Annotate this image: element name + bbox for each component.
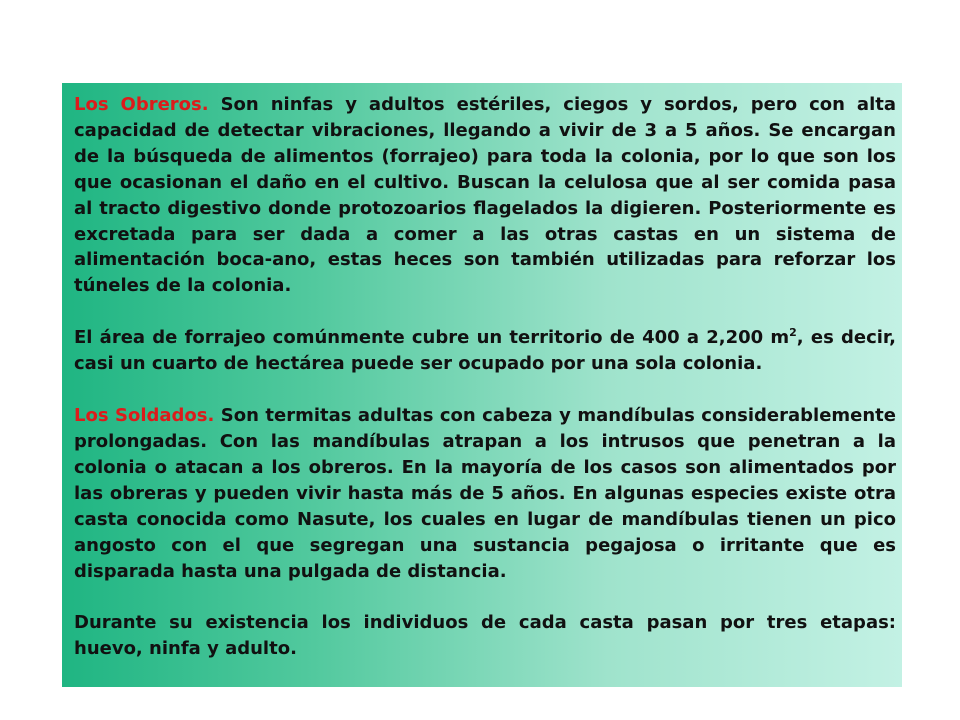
paragraph-spacer [74, 584, 896, 610]
text-etapas: Durante su existencia los individuos de cada casta pasan por tres etapas: huevo, ninfa y adulto. [74, 612, 896, 660]
text-obreros: Son ninfas y adultos estériles, ciegos y sordos, pero con alta capacidad de detectar vibraciones, llegando a vivir de 3 a 5 años. Se encargan de la búsqueda de alimentos (forrajeo) para toda la colonia, por lo que son los que ocasionan el daño en el cultivo. Buscan la celulosa que al ser comida pasa al tracto digestivo donde protozoarios flagelados la digieren. Posteriormente es excretada para ser dada a comer a las otras castas en un sistema de alimentación boca-ano, estas heces son también utilizadas para reforzar los túneles de la colonia. [74, 94, 896, 297]
heading-obreros: Los Obreros. [74, 94, 209, 115]
paragraph-etapas [74, 610, 896, 662]
superscript-two: 2 [789, 326, 797, 340]
paragraph-spacer [74, 299, 896, 325]
paragraph-area-forrajeo [74, 325, 896, 377]
text-area-after: , es decir, casi un cuarto de hectárea puede ser ocupado por una sola colonia. [74, 327, 896, 375]
text-area-before: El área de forrajeo comúnmente cubre un territorio de 400 a 2,200 m [74, 327, 790, 349]
paragraph-spacer [74, 377, 896, 403]
paragraph-obreros [74, 92, 896, 299]
heading-soldados: Los Soldados. [74, 405, 215, 427]
paragraph-soldados [74, 403, 896, 584]
content-panel [62, 83, 902, 687]
text-soldados: Son termitas adultas con cabeza y mandíbulas considerablemente prolongadas. Con las mandíbulas atrapan a los intrusos que penetran a la colonia o atacan a los obreros. En la mayoría de los casos son alimentados por las obreras y pueden vivir hasta más de 5 años. En algunas especies existe otra casta conocida como Nasute, los cuales en lugar de mandíbulas tienen un pico angosto con el que segregan una sustancia pegajosa o irritante que es disparada hasta una pulgada de distancia. [74, 405, 896, 582]
